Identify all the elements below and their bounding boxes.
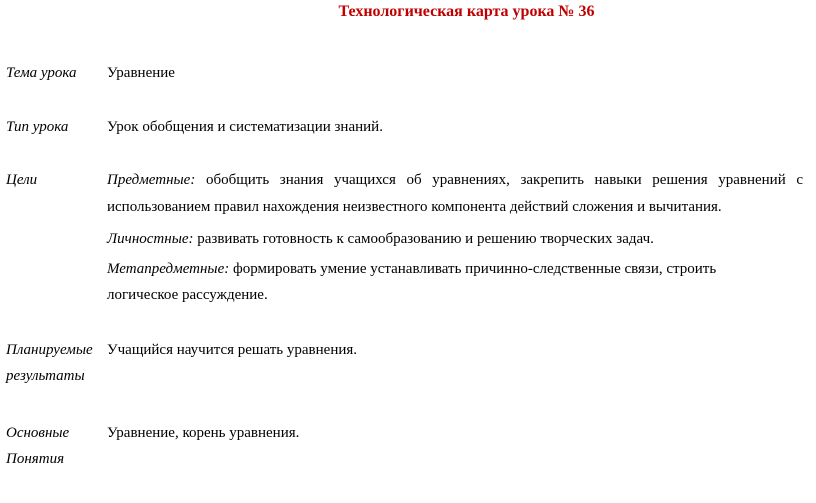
concepts-label (6, 420, 69, 472)
page-title: Технологическая карта урока № 36 (338, 3, 595, 20)
results-label-line1: Планируемые (6, 342, 93, 358)
concepts-label-line2: Понятия (6, 451, 65, 467)
meta-goals-lead: Метапредметные: (107, 261, 230, 277)
lesson-type-label: Тип урока (6, 119, 69, 135)
goals-label: Цели (6, 172, 38, 188)
topic-value: Уравнение (107, 65, 175, 81)
meta-goals-text-line1: формировать умение устанавливать причинно-следственные связи, строить (233, 261, 717, 277)
goals-value (107, 167, 803, 308)
topic-label: Тема урока (6, 65, 77, 81)
subject-goals-text: обобщить знания учащихся об уравнениях, закрепить навыки решения уравнений с использованием правил нахождения неизвестного компонента действий сложения и вычитания. (107, 172, 803, 215)
concepts-label-line1: Основные (6, 425, 70, 441)
results-label (6, 337, 93, 389)
subject-goals (107, 167, 803, 221)
concepts-value: Уравнение, корень уравнения. (107, 425, 300, 441)
lesson-type-value: Урок обобщения и систематизации знаний. (107, 119, 383, 135)
personal-goals-lead: Личностные: (107, 231, 194, 247)
personal-goals (107, 226, 803, 252)
subject-goals-lead: Предметные: (107, 172, 196, 188)
personal-goals-text: развивать готовность к самообразованию и решению творческих задач. (197, 231, 654, 247)
results-label-line2: результаты (6, 368, 85, 384)
meta-goals-text-line2: логическое рассуждение. (107, 287, 268, 303)
meta-goals (107, 256, 803, 308)
results-value: Учащийся научится решать уравнения. (107, 342, 358, 358)
